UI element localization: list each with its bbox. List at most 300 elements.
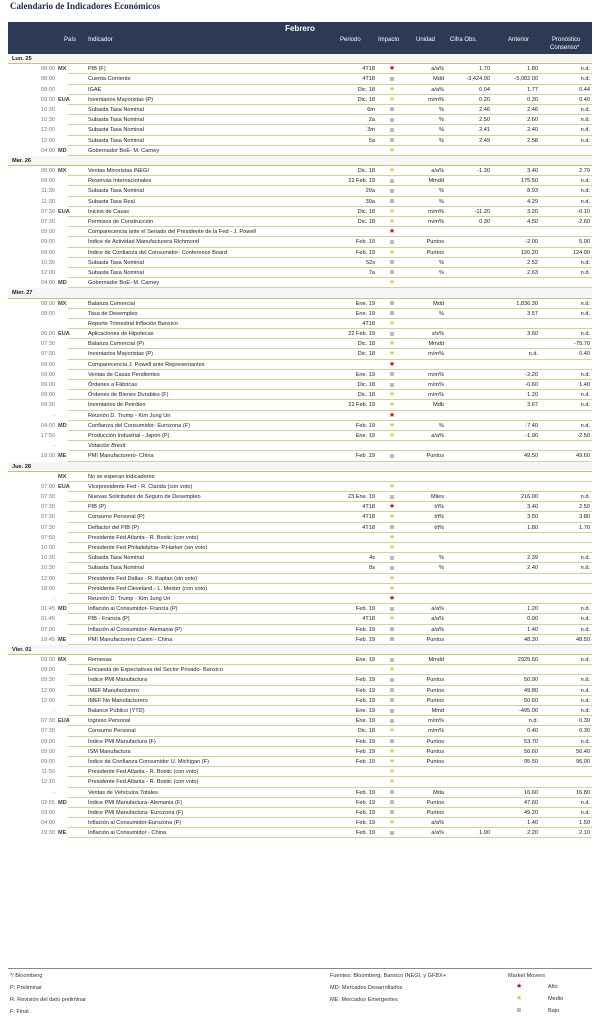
legend-medio: Medio	[548, 996, 564, 1002]
forecast-cell: -0.10	[577, 208, 590, 215]
time-cell: -	[53, 443, 55, 450]
forecast-cell: n.d.	[580, 127, 590, 134]
indicator-cell: Índice PMI Manufactura	[88, 677, 148, 684]
unit-cell: Mmdd	[428, 178, 444, 185]
indicator-cell: Subasta Tasa Nominal	[88, 565, 144, 572]
table-row	[8, 747, 592, 757]
day-label: Mar. 26	[12, 157, 31, 164]
footer-legend	[8, 968, 592, 1024]
country-cell: EUA	[58, 718, 70, 725]
previous-cell: 49.50	[524, 453, 538, 460]
header-anterior: Anterior	[508, 37, 530, 43]
unit-cell: %	[439, 198, 444, 205]
medium-impact-star-icon: ★	[388, 85, 396, 93]
period-cell: 2a	[368, 117, 375, 124]
day-row	[8, 462, 592, 472]
indicator-cell: Inventarios Mayoristas (P)	[88, 351, 153, 358]
medium-impact-star-icon: ★	[388, 747, 396, 755]
indicator-cell: PIB (F)	[88, 66, 106, 73]
period-cell: 6m	[367, 106, 375, 113]
observed-cell: 2.50	[479, 117, 490, 124]
previous-cell: -1.90	[525, 432, 538, 439]
country-cell: EUA	[58, 331, 70, 338]
unit-cell: Puntos	[426, 748, 444, 755]
time-cell: 07:30	[41, 718, 55, 725]
previous-cell: 56.60	[524, 748, 538, 755]
legend-medium-star-icon: ★	[516, 995, 523, 1002]
unit-cell: a/a%	[431, 168, 444, 175]
unit-cell: Mmdd	[428, 657, 444, 664]
indicator-cell: Balanza Comercial (P)	[88, 341, 144, 348]
footnote-md: MD: Mercados Desarrollados	[330, 985, 403, 991]
forecast-cell: 0.30	[579, 728, 590, 735]
time-cell: 07:30	[41, 514, 55, 521]
header-indicador: Indicador	[88, 37, 113, 43]
forecast-cell: n.d.	[580, 188, 590, 195]
country-cell: EUA	[58, 208, 70, 215]
indicator-cell: Subasta Tasa Nominal	[88, 106, 144, 113]
previous-cell: 2.40	[527, 565, 538, 572]
forecast-cell: 1.70	[579, 524, 590, 531]
time-cell: 07:00	[41, 626, 55, 633]
forecast-cell: 2.70	[579, 168, 590, 175]
indicator-cell: Consumo Personal (P)	[88, 514, 145, 521]
header-unidad: Unidad	[416, 37, 436, 43]
medium-impact-star-icon: ★	[388, 279, 396, 287]
observed-cell: 2.49	[479, 137, 490, 144]
unit-cell: Puntos	[426, 738, 444, 745]
period-cell: Ene. 19	[355, 371, 375, 378]
table-row	[8, 635, 592, 645]
indicator-cell: Consumo Personal	[88, 728, 136, 735]
time-cell: -	[53, 595, 55, 602]
footnote-bloomberg: */ Bloomberg	[10, 973, 43, 979]
indicator-cell: Subasta Tasa Nominal	[88, 188, 144, 195]
period-cell: Dic. 18	[357, 96, 375, 103]
table-row	[8, 360, 592, 370]
indicator-cell: Subasta Tasa Nominal	[88, 137, 144, 144]
medium-impact-star-icon: ★	[388, 421, 396, 429]
footnote-fuentes: Fuentes: Bloomberg, Banxico INEGI, y GFBX+	[330, 973, 447, 979]
table-row	[8, 217, 592, 227]
forecast-cell: n.d.	[580, 402, 590, 409]
time-cell: 07:00	[41, 483, 55, 490]
unit-cell: a/a%	[431, 606, 444, 613]
table-row	[8, 380, 592, 390]
table-row	[8, 523, 592, 533]
previous-cell: 53.70	[524, 738, 538, 745]
header-pronostico: Pronóstico	[552, 37, 581, 43]
unit-cell: a/a%	[431, 626, 444, 633]
day-label: Vier. 01	[12, 646, 32, 653]
indicator-cell: Subasta Tasa Nominal	[88, 555, 144, 562]
table-row	[8, 105, 592, 115]
period-cell: Feb .19	[356, 239, 375, 246]
table-row	[8, 85, 592, 95]
table-row	[8, 278, 592, 288]
medium-impact-star-icon: ★	[388, 207, 396, 215]
forecast-cell: n.d.	[580, 606, 590, 613]
table-row	[8, 808, 592, 818]
previous-cell: -5,082.00	[514, 76, 538, 83]
previous-cell: 3.60	[527, 331, 538, 338]
indicator-cell: Deflactor del PIB (P)	[88, 524, 139, 531]
time-cell: 09:30	[41, 677, 55, 684]
indicator-cell: Tasa de Desempleo	[88, 310, 138, 317]
forecast-cell: n.d.	[580, 300, 590, 307]
unit-cell: m/m%	[428, 351, 444, 358]
table-row	[8, 441, 592, 451]
table-row	[8, 737, 592, 747]
observed-cell: -1.30	[477, 168, 490, 175]
indicator-cell: Subasta Tasa Nominal	[88, 117, 144, 124]
medium-impact-star-icon: ★	[388, 167, 396, 175]
unit-cell: Puntos	[426, 758, 444, 765]
forecast-cell: -2.60	[577, 219, 590, 225]
unit-cell: Puntos	[426, 677, 444, 684]
unit-cell: Mmd	[431, 708, 444, 714]
previous-cell: 1,836.30	[516, 300, 538, 307]
medium-impact-star-icon: ★	[388, 574, 396, 582]
period-cell: 4T18	[362, 504, 375, 511]
period-cell: Ene. 19	[355, 718, 375, 725]
period-cell: Dic. 18	[357, 341, 375, 348]
indicator-cell: ISM Manufactura	[88, 748, 131, 755]
unit-cell: a/a%	[431, 616, 444, 623]
country-cell: MX	[58, 66, 67, 73]
previous-cell: 2.46	[527, 106, 538, 113]
unit-cell: Miles	[430, 494, 444, 501]
indicator-cell: Inicios de Casas	[88, 208, 130, 215]
forecast-cell: n.d.	[580, 310, 590, 317]
table-row	[8, 696, 592, 706]
indicator-cell: PMI Manufacturero Caixin - China	[88, 636, 173, 643]
table-row	[8, 390, 592, 400]
time-cell: 06:00	[41, 331, 55, 338]
country-cell: EUA	[58, 96, 70, 103]
previous-cell: 16.60	[524, 789, 538, 796]
forecast-cell: 3.80	[579, 514, 590, 521]
indicator-cell: Inflación al Consumidor- Alemania (P)	[88, 626, 182, 633]
table-row	[8, 716, 592, 726]
indicator-cell: Vicepresidente Fed - R. Clarida (con voto)	[88, 483, 193, 490]
time-cell: 09:00	[41, 392, 55, 399]
previous-cell: 3.67	[527, 402, 538, 409]
forecast-cell: n.d.	[580, 616, 590, 623]
footnote-preliminar: P: Preliminar	[10, 985, 43, 991]
previous-cell: 47.60	[524, 799, 538, 806]
forecast-cell: 1.40	[579, 382, 590, 388]
unit-cell: %	[439, 127, 444, 134]
unit-cell: a/a%	[431, 820, 444, 827]
time-cell: 09:00	[41, 361, 55, 368]
table-row	[8, 207, 592, 217]
period-cell: 4T18	[362, 616, 375, 623]
time-cell: 09:00	[41, 239, 55, 246]
indicator-cell: Presidente Fed Atlanta - R. Bostic (con voto)	[88, 534, 199, 541]
period-cell: Ene. 19	[355, 708, 375, 714]
previous-cell: 3.57	[527, 310, 538, 317]
time-cell: 12:00	[41, 127, 55, 134]
table-row	[8, 788, 592, 798]
previous-cell: 2.20	[527, 830, 538, 837]
time-cell: 07:30	[41, 351, 55, 358]
unit-cell: Puntos	[426, 239, 444, 246]
indicator-cell: Índice PMI Manufactura (F)	[88, 738, 156, 745]
period-cell: 4T18	[362, 320, 375, 327]
forecast-cell: n.d.	[580, 677, 590, 684]
country-cell: MX	[58, 300, 67, 307]
period-cell: Dic. 18	[357, 219, 375, 225]
period-cell: Feb. 19	[356, 820, 375, 827]
forecast-cell: 124.90	[572, 249, 590, 256]
previous-cell: 49.20	[524, 809, 538, 816]
indicator-cell: IMEF No Manufacturero	[88, 697, 148, 704]
forecast-cell: n.d.	[580, 331, 590, 338]
forecast-cell: 2.50	[579, 504, 590, 511]
time-cell: 09:30	[41, 402, 55, 409]
forecast-cell: 0.40	[579, 96, 590, 103]
previous-cell: 95.50	[524, 758, 538, 765]
previous-cell: 0.30	[527, 96, 538, 103]
high-impact-star-icon: ★	[388, 503, 396, 511]
table-row	[8, 584, 592, 594]
country-cell: ME	[58, 830, 67, 837]
indicator-cell: Subasta Tasa Nominal	[88, 269, 144, 276]
table-row	[8, 176, 592, 186]
table-row	[8, 166, 592, 176]
time-cell: 09:00	[41, 249, 55, 256]
table-row	[8, 349, 592, 359]
forecast-cell: n.d.	[580, 422, 590, 429]
footnote-revision: R: Revisión del dato preliminar	[10, 997, 87, 1003]
period-cell: Feb. 19	[356, 830, 375, 837]
forecast-cell: 5.00	[579, 239, 590, 246]
indicator-cell: PIB - Francia (P)	[88, 616, 130, 623]
country-cell: ME	[58, 636, 67, 643]
table-row	[8, 574, 592, 584]
unit-cell: Mdd	[433, 76, 444, 83]
table-row	[8, 655, 592, 665]
previous-cell: 2.58	[527, 137, 538, 144]
page-title: Calendario de Indicadores Económicos	[10, 1, 161, 11]
forecast-cell: n.d.	[580, 198, 590, 205]
row-divider	[68, 837, 592, 838]
unit-cell: Puntos	[426, 453, 444, 460]
time-cell: 07:30	[41, 494, 55, 501]
period-cell: 22 Feb. 19	[348, 402, 375, 409]
unit-cell: Mdb	[433, 402, 444, 409]
unit-cell: m/m%	[428, 382, 444, 388]
high-impact-star-icon: ★	[388, 360, 396, 368]
table-row	[8, 502, 592, 512]
table-row	[8, 828, 592, 838]
time-cell: 07:30	[41, 219, 55, 225]
medium-impact-star-icon: ★	[388, 513, 396, 521]
period-cell: 4T18	[362, 524, 375, 531]
time-cell: 01:45	[41, 606, 55, 613]
period-cell: Feb. 19	[356, 697, 375, 704]
observed-cell: 0.20	[479, 96, 490, 103]
table-row	[8, 136, 592, 146]
table-row	[8, 115, 592, 125]
unit-cell: %	[439, 310, 444, 317]
time-cell: 04:00	[41, 280, 55, 287]
day-row	[8, 156, 592, 166]
table-row	[8, 777, 592, 787]
table-row	[8, 146, 592, 156]
forecast-cell: n.d.	[580, 66, 590, 73]
country-cell: MX	[58, 168, 67, 175]
previous-cell: 2.60	[527, 117, 538, 124]
table-row	[8, 604, 592, 614]
time-cell: 09:00	[41, 229, 55, 236]
time-cell: 12:00	[41, 269, 55, 276]
unit-cell: Mdd	[433, 300, 444, 307]
indicator-cell: Balanza Comercial	[88, 300, 135, 307]
period-cell: 52s	[365, 259, 375, 266]
footnote-final: F: Final	[10, 1009, 29, 1015]
medium-impact-star-icon: ★	[388, 401, 396, 409]
forecast-cell: n.d.	[580, 555, 590, 562]
time-cell: 08:00	[41, 86, 55, 93]
table-row	[8, 492, 592, 502]
time-cell: 03:00	[41, 809, 55, 816]
legend-high-star-icon: ★	[516, 983, 523, 990]
forecast-cell: n.d.	[580, 371, 590, 378]
previous-cell: 4.29	[527, 198, 538, 205]
table-row	[8, 451, 592, 461]
previous-cell: 1.80	[527, 66, 538, 73]
previous-cell: -7.40	[525, 422, 538, 429]
time-cell: 12:00	[41, 137, 55, 144]
indicator-cell: Gobernador BoE- M. Carney	[88, 280, 160, 287]
period-cell: Feb. 19	[356, 738, 375, 745]
medium-impact-star-icon: ★	[388, 340, 396, 348]
forecast-cell: n.d.	[580, 626, 590, 633]
table-row	[8, 767, 592, 777]
indicator-cell: Subasta Tasa Real	[88, 198, 135, 205]
previous-cell: 216.00	[520, 494, 538, 501]
previous-cell: -495.00	[519, 708, 538, 714]
previous-cell: 49.80	[524, 687, 538, 694]
header-pais: País	[64, 37, 77, 43]
forecast-cell: 49.60	[576, 453, 590, 460]
period-cell: 20a	[365, 188, 375, 195]
indicator-cell: Ventas Minoristas INEGI	[88, 168, 149, 175]
time-cell: 07:30	[41, 341, 55, 348]
indicator-cell: Inflación al Consumidor - China	[88, 830, 167, 837]
time-cell: 07:30	[41, 208, 55, 215]
period-cell: Feb. 19	[356, 809, 375, 816]
unit-cell: s/s%	[431, 331, 444, 338]
medium-impact-star-icon: ★	[388, 584, 396, 592]
time-cell: 19:45	[41, 636, 55, 643]
time-cell: -	[53, 412, 55, 419]
indicator-cell: Reporte Trimestral Inflación Banxico	[88, 320, 178, 327]
time-cell: -	[53, 708, 55, 714]
indicator-cell: Presidente Fed Dallas - R. Kaplan (sin voto)	[88, 575, 198, 582]
unit-cell: Puntos	[426, 636, 444, 643]
country-cell: MD	[58, 147, 67, 154]
indicator-cell: Balance Público (YTD)	[88, 708, 145, 714]
legend-bajo: Bajo	[548, 1008, 560, 1014]
indicator-cell: Órdenes a Fábricas	[88, 382, 138, 388]
forecast-cell: -75.70	[574, 341, 590, 348]
observed-cell: 2.46	[479, 106, 490, 113]
indicator-cell: Índice de Confianza Consumidor U. Michigan (F)	[88, 758, 209, 765]
time-cell: 07:30	[41, 524, 55, 531]
period-cell: Dic. 18	[357, 208, 375, 215]
table-row	[8, 818, 592, 828]
high-impact-star-icon: ★	[388, 594, 396, 602]
indicator-cell: Permisos de Construcción	[88, 219, 154, 225]
time-cell: 09:00	[41, 738, 55, 745]
time-cell: 09:00	[41, 371, 55, 378]
previous-cell: 3.50	[527, 514, 538, 521]
medium-impact-star-icon: ★	[388, 757, 396, 765]
table-row	[8, 563, 592, 573]
medium-impact-star-icon: ★	[388, 431, 396, 439]
time-cell: 04:00	[41, 820, 55, 827]
indicator-cell: Presidente Fed Atlanta - R. Bostic (con voto)	[88, 779, 199, 786]
table-row	[8, 512, 592, 522]
table-row	[8, 625, 592, 635]
forecast-cell: n.d.	[580, 259, 590, 266]
unit-cell: a/a%	[431, 66, 444, 73]
day-label: Jue. 28	[12, 463, 31, 470]
indicator-cell: PIB (P)	[88, 504, 107, 511]
unit-cell: %	[439, 137, 444, 144]
time-cell: 09:00	[41, 748, 55, 755]
unit-cell: %	[439, 106, 444, 113]
previous-cell: 3.40	[527, 504, 538, 511]
day-label: Mier. 27	[12, 290, 33, 297]
high-impact-star-icon: ★	[388, 228, 396, 236]
previous-cell: 2.39	[527, 555, 538, 562]
period-cell: 7a	[368, 269, 375, 276]
unit-cell: %	[439, 188, 444, 195]
previous-cell: 3.20	[527, 208, 538, 215]
indicator-cell: Ventas de Vehículos Totales	[88, 789, 158, 796]
country-cell: MX	[58, 657, 67, 664]
previous-cell: -2.20	[525, 371, 538, 378]
period-cell: Feb. 19	[356, 249, 375, 256]
time-cell: 10:30	[41, 259, 55, 266]
indicator-cell: Encuesta de Expectativas del Sector Privado- Banxico	[88, 667, 223, 674]
indicator-cell: Índice PMI Manufactura- Eurozona (F)	[88, 809, 184, 816]
previous-cell: 1.40	[527, 626, 538, 633]
header-impacto: Impacto	[378, 37, 400, 43]
table-row	[8, 64, 592, 74]
indicator-cell: Remesas	[88, 657, 112, 664]
period-cell: Dic. 18	[357, 728, 375, 735]
time-cell: 08:00	[41, 168, 55, 175]
period-cell: Feb. 19	[356, 606, 375, 613]
previous-cell: 2.52	[527, 259, 538, 266]
previous-cell: 1.40	[527, 820, 538, 827]
indicator-cell: Inventarios Mayoristas (P)	[88, 96, 153, 103]
forecast-cell: n.d.	[580, 738, 590, 745]
time-cell: 09:00	[41, 178, 55, 185]
period-cell: 4s	[369, 555, 375, 562]
day-label: Lun. 25	[12, 56, 32, 62]
previous-cell: 48.30	[524, 636, 538, 643]
period-cell: 3m	[367, 127, 375, 134]
period-cell: 30a	[365, 198, 375, 205]
period-cell: Feb .19	[356, 748, 375, 755]
period-cell: 4T18	[362, 514, 375, 521]
